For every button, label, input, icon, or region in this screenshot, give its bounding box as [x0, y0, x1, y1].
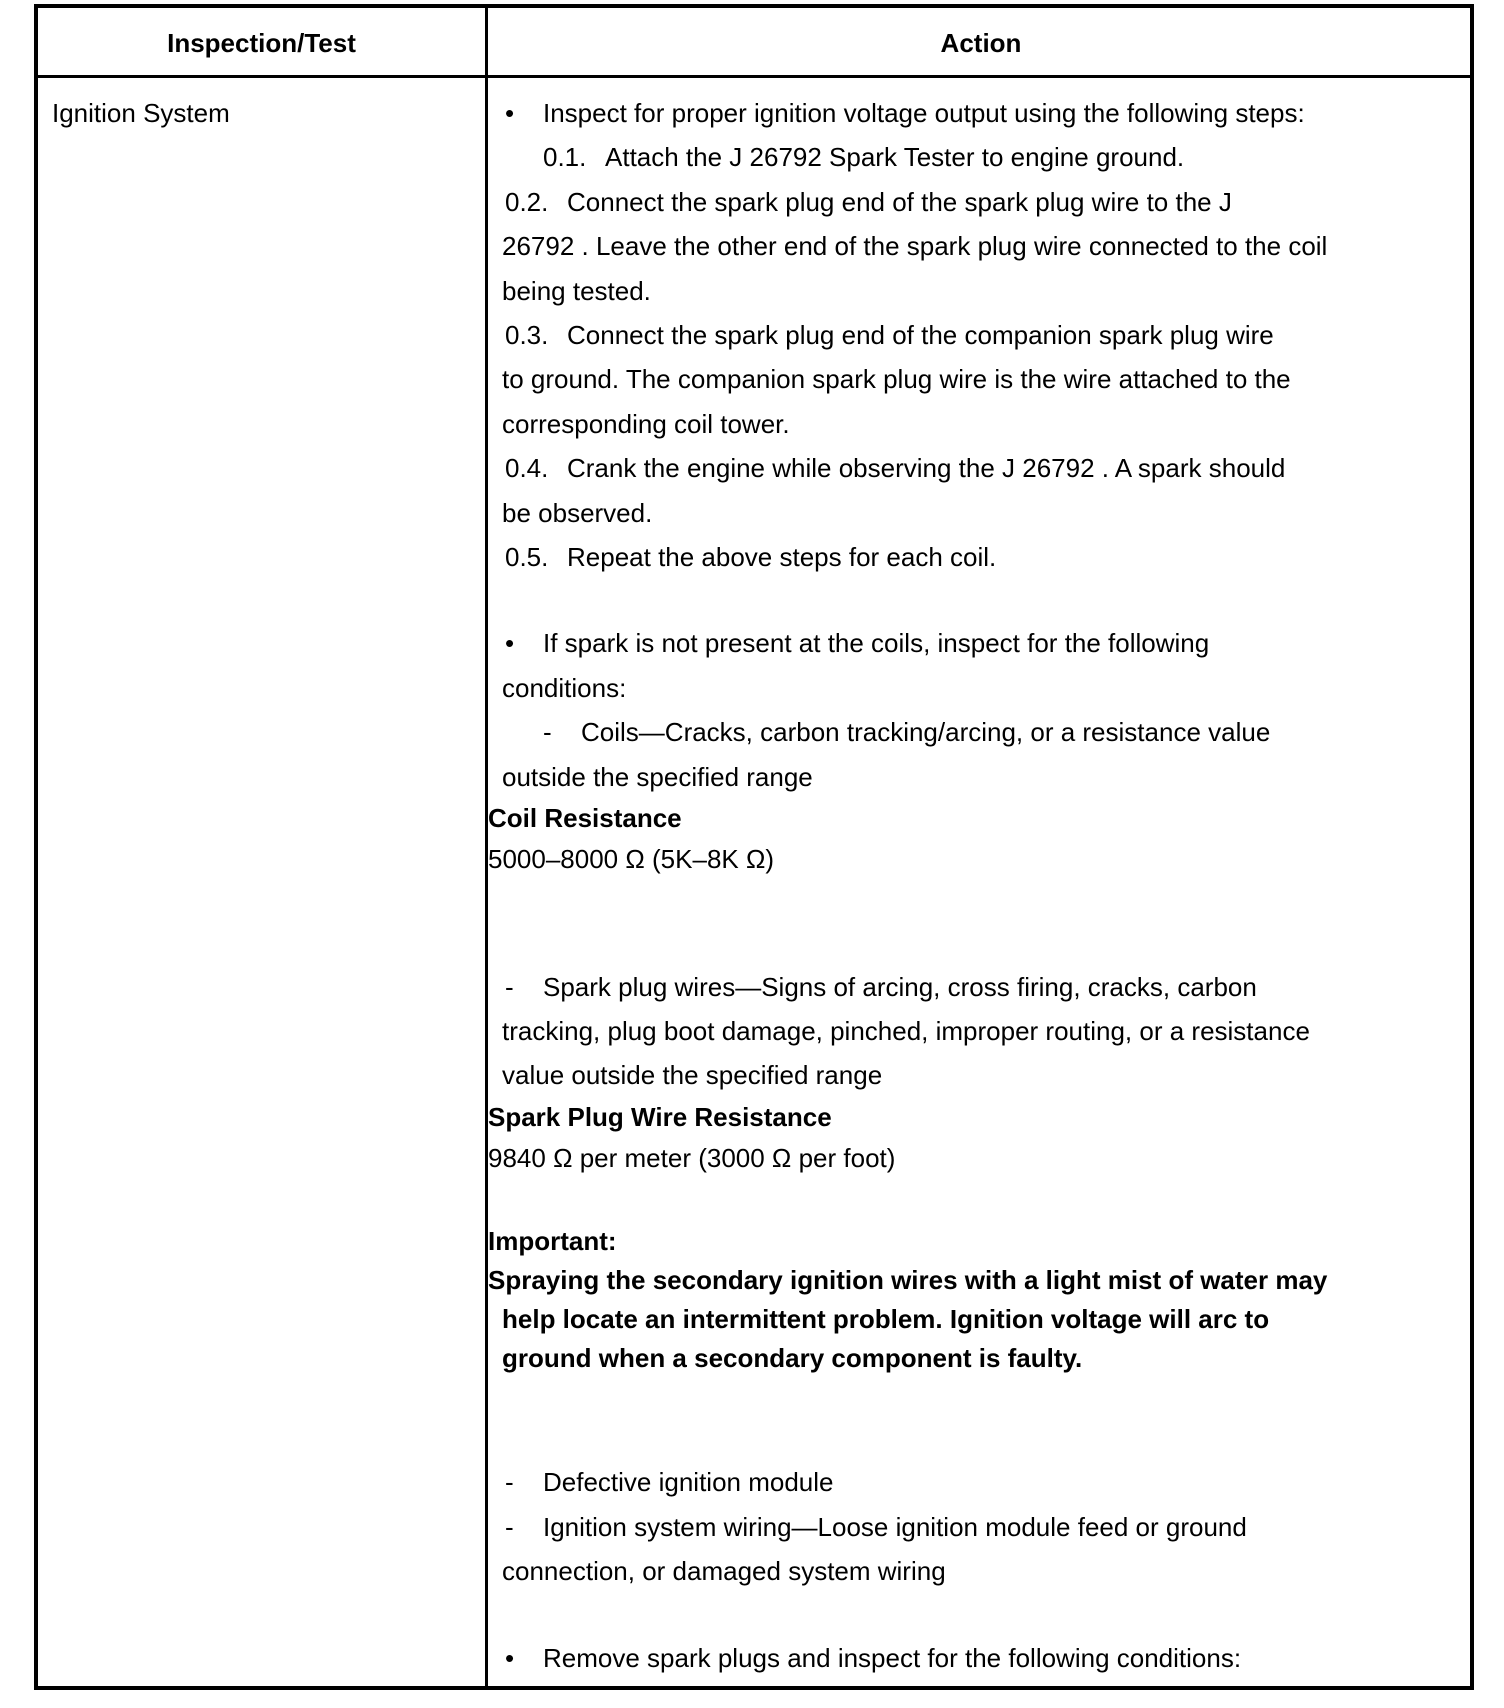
- step-number: 0.4.: [505, 453, 549, 483]
- step-0-1: [543, 142, 1184, 172]
- header-rule: [38, 75, 1470, 78]
- step-0-2-line-2: 26792 . Leave the other end of the spark plug wire connected to the coil: [502, 231, 1328, 261]
- step-text: Repeat the above steps for each coil.: [567, 542, 997, 572]
- plug-wires-line-2: tracking, plug boot damage, pinched, improper routing, or a resistance: [502, 1016, 1310, 1046]
- step-0-4-line-2: be observed.: [502, 498, 653, 528]
- step-number: 0.2.: [505, 187, 549, 217]
- remove-plugs-text: Remove spark plugs and inspect for the following conditions:: [543, 1643, 1242, 1673]
- bullet-symbol: •: [505, 628, 515, 658]
- step-0-3-line-2: to ground. The companion spark plug wire is the wire attached to the: [502, 364, 1291, 394]
- bullet-item-remove-plugs: [505, 1643, 1241, 1673]
- module-text: Defective ignition module: [543, 1467, 834, 1497]
- header-action: Action: [940, 28, 1022, 58]
- dash-symbol: -: [505, 1512, 514, 1542]
- wire-resistance-label: Spark Plug Wire Resistance: [488, 1102, 832, 1132]
- dash-symbol: -: [505, 972, 514, 1002]
- step-number: 0.1.: [543, 142, 587, 172]
- plug-wires-line: Spark plug wires—Signs of arcing, cross firing, cracks, carbon: [543, 972, 1257, 1002]
- step-intro: Inspect for proper ignition voltage output using the following steps:: [543, 98, 1305, 128]
- step-number: 0.5.: [505, 542, 549, 572]
- bullet-symbol: •: [505, 98, 515, 128]
- wiring-line: Ignition system wiring—Loose ignition module feed or ground: [543, 1512, 1247, 1542]
- dash-symbol: -: [543, 717, 552, 747]
- step-text: Attach the J 26792 Spark Tester to engine ground.: [605, 142, 1185, 172]
- no-spark-line-2: conditions:: [502, 673, 627, 703]
- bullet-item-voltage: [505, 98, 1305, 128]
- step-0-3-line-3: corresponding coil tower.: [502, 409, 790, 439]
- step-0-2-line-3: being tested.: [502, 276, 651, 306]
- no-spark-line: If spark is not present at the coils, inspect for the following: [543, 628, 1210, 658]
- important-line-3: ground when a secondary component is faulty.: [502, 1343, 1083, 1373]
- step-text-line: Connect the spark plug end of the spark plug wire to the J: [567, 187, 1232, 217]
- dash-item-module: [505, 1467, 834, 1497]
- coil-resistance-value: 5000–8000 Ω (5K–8K Ω): [488, 844, 775, 874]
- wiring-line-2: connection, or damaged system wiring: [502, 1556, 946, 1586]
- step-0-3: [505, 320, 1274, 350]
- dash-item-plug-wires: [505, 972, 1257, 1002]
- step-0-4: [505, 453, 1285, 483]
- plug-wires-line-3: value outside the specified range: [502, 1060, 883, 1090]
- coils-line: Coils—Cracks, carbon tracking/arcing, or a resistance value: [581, 717, 1271, 747]
- header-inspection-test: Inspection/Test: [167, 28, 356, 58]
- step-0-2: [505, 187, 1232, 217]
- step-0-5: [505, 542, 996, 572]
- inspection-ignition-system: Ignition System: [52, 98, 230, 128]
- wire-resistance-value: 9840 Ω per meter (3000 Ω per foot): [488, 1143, 896, 1173]
- important-line-1: Spraying the secondary ignition wires with a light mist of water may: [488, 1265, 1328, 1295]
- important-line-2: help locate an intermittent problem. Ignition voltage will arc to: [502, 1304, 1270, 1334]
- dash-symbol: -: [505, 1467, 514, 1497]
- step-text-line: Crank the engine while observing the J 26792 . A spark should: [567, 453, 1286, 483]
- step-text-line: Connect the spark plug end of the companion spark plug wire: [567, 320, 1274, 350]
- important-label: Important:: [488, 1226, 617, 1256]
- coil-resistance-label: Coil Resistance: [488, 803, 682, 833]
- step-number: 0.3.: [505, 320, 549, 350]
- coils-line-2: outside the specified range: [502, 762, 813, 792]
- dash-item-coils: [543, 717, 1270, 747]
- bullet-symbol: •: [505, 1643, 515, 1673]
- dash-item-wiring: [505, 1512, 1247, 1542]
- bullet-item-no-spark: [505, 628, 1209, 658]
